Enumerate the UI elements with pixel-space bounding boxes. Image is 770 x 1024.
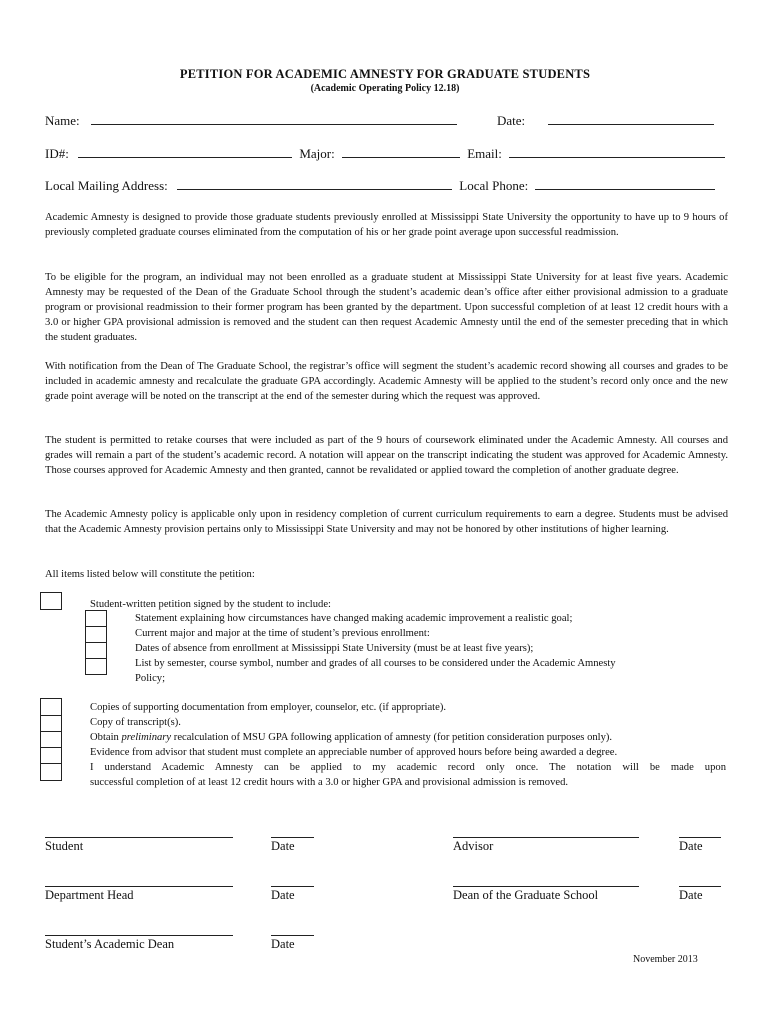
date-input-line[interactable] bbox=[548, 112, 714, 125]
date-field-row bbox=[497, 112, 714, 129]
checkbox-supporting-docs[interactable] bbox=[40, 698, 62, 716]
item-transcript: Copy of transcript(s). bbox=[90, 717, 181, 728]
address-field-row bbox=[45, 177, 715, 194]
checkbox-statement[interactable] bbox=[85, 610, 107, 627]
major-label: Major: bbox=[299, 146, 335, 161]
item-acknowledgement-line1: I understand Academic Amnesty can be applied to my academic record only once. The notation will be made upon bbox=[90, 762, 726, 773]
checkbox-gpa-recalc[interactable] bbox=[40, 731, 62, 748]
items-intro: All items listed below will constitute the petition: bbox=[45, 569, 255, 580]
checkbox-dates-absence[interactable] bbox=[85, 642, 107, 659]
sub-item-major: Current major and major at the time of student’s previous enrollment: bbox=[135, 628, 430, 639]
department-head-date-label: Date bbox=[271, 888, 295, 902]
item-gpa-recalc-start: Obtain bbox=[90, 732, 119, 743]
major-input-line[interactable] bbox=[342, 145, 460, 158]
graduate-dean-signature-line[interactable] bbox=[453, 886, 639, 887]
paragraph-policy: The Academic Amnesty policy is applicable only upon in residency completion of current curriculum requirements to earn a degree. Students must be advised that the Academic Amnesty provision pertains only to Mississippi State University and may not be honored by other institutions of higher learning. bbox=[45, 509, 728, 535]
page-subtitle: (Academic Operating Policy 12.18) bbox=[310, 83, 460, 94]
checkbox-course-list[interactable] bbox=[85, 658, 107, 675]
graduate-dean-label: Dean of the Graduate School bbox=[453, 888, 599, 902]
student-date-label: Date bbox=[271, 839, 295, 853]
checkbox-acknowledgement[interactable] bbox=[40, 763, 62, 781]
email-label: Email: bbox=[467, 146, 502, 161]
checkbox-transcript[interactable] bbox=[40, 715, 62, 732]
checkbox-major[interactable] bbox=[85, 626, 107, 643]
advisor-date-line[interactable] bbox=[679, 837, 721, 838]
department-head-signature-line[interactable] bbox=[45, 886, 233, 887]
revision-date: November 2013 bbox=[633, 954, 698, 965]
item-gpa-recalc bbox=[90, 730, 612, 745]
checkbox-student-petition[interactable] bbox=[40, 592, 62, 610]
page-title: PETITION FOR ACADEMIC AMNESTY FOR GRADUATE STUDENTS bbox=[179, 67, 591, 81]
date-label: Date: bbox=[497, 113, 526, 128]
id-label: ID#: bbox=[45, 146, 69, 161]
sub-item-statement: Statement explaining how circumstances have changed making academic improvement a realistic goal; bbox=[135, 613, 573, 624]
student-date-line[interactable] bbox=[271, 837, 314, 838]
graduate-dean-date-line[interactable] bbox=[679, 886, 721, 887]
phone-input-line[interactable] bbox=[535, 177, 715, 190]
id-field-row bbox=[45, 145, 725, 162]
name-input-line[interactable] bbox=[91, 112, 457, 125]
sub-item-courses: List by semester, course symbol, number and grades of all courses to be considered under the Academic Amnesty bbox=[135, 658, 616, 669]
name-label: Name: bbox=[45, 113, 80, 128]
name-field-row bbox=[45, 112, 457, 129]
email-input-line[interactable] bbox=[509, 145, 725, 158]
academic-dean-date-label: Date bbox=[271, 937, 295, 951]
paragraph-notification: With notification from the Dean of The Graduate School, the registrar’s office will segment the student’s academic record showing all courses and grades to be included in academic amnesty and recalculate the graduate GPA accordingly. Academic Amnesty will be applied to the student’s record only once and the new grade point average will be noted on the transcript at the end of the semester during which the request was approved. bbox=[45, 361, 728, 402]
academic-dean-date-line[interactable] bbox=[271, 935, 314, 936]
address-label: Local Mailing Address: bbox=[45, 178, 168, 193]
student-signature-line[interactable] bbox=[45, 837, 233, 838]
paragraph-retake: The student is permitted to retake courses that were included as part of the 9 hours of coursework eliminated under the Academic Amnesty. All courses and grades will remain a part of the student’s academic record. A notation will appear on the transcript indicating the student was approved for Academic Amnesty. Those courses approved for Academic Amnesty and then granted, cannot be revalidated or applied toward the completion of another graduate degree. bbox=[45, 435, 728, 476]
paragraph-eligibility: To be eligible for the program, an individual may not been enrolled as a graduate student at Mississippi State University for at least five years. Academic Amnesty may be requested of the Dean of the Graduate School through the student’s academic dean’s office after either provisional admission to a graduate program or provisional readmission to their former program has been granted by the department. Upon successful completion of at least 12 credit hours with a 3.0 or higher GPA provisional admission is removed and the student can then request Academic Amnesty until the end of the semester preceding that in which the student graduates. bbox=[45, 272, 728, 343]
item-supporting-docs: Copies of supporting documentation from employer, counselor, etc. (if appropriate). bbox=[90, 702, 447, 713]
sub-item-policy: Policy; bbox=[135, 673, 166, 684]
item-gpa-recalc-emphasis: preliminary bbox=[121, 732, 172, 743]
checkbox-advisor-evidence[interactable] bbox=[40, 747, 62, 764]
sub-item-dates: Dates of absence from enrollment at Mississippi State University (must be at least five years); bbox=[135, 643, 534, 654]
phone-label: Local Phone: bbox=[459, 178, 529, 193]
department-head-label: Department Head bbox=[45, 888, 134, 902]
paragraph-intro: Academic Amnesty is designed to provide those graduate students previously enrolled at Mississippi State University the opportunity to have up to 9 hours of previously completed graduate courses eliminated from the computation of his or her grade point average upon successful readmission. bbox=[45, 212, 728, 238]
academic-dean-signature-line[interactable] bbox=[45, 935, 233, 936]
address-input-line[interactable] bbox=[177, 177, 452, 190]
advisor-signature-label: Advisor bbox=[453, 839, 494, 853]
id-input-line[interactable] bbox=[78, 145, 292, 158]
advisor-signature-line[interactable] bbox=[453, 837, 639, 838]
student-signature-label: Student bbox=[45, 839, 84, 853]
graduate-dean-date-label: Date bbox=[679, 888, 703, 902]
department-head-date-line[interactable] bbox=[271, 886, 314, 887]
item-gpa-recalc-end: recalculation of MSU GPA following application of amnesty (for petition consideration purposes only). bbox=[173, 732, 613, 743]
item-advisor-evidence: Evidence from advisor that student must complete an appreciable number of approved hours before being awarded a degree. bbox=[90, 747, 618, 758]
academic-dean-label: Student’s Academic Dean bbox=[45, 937, 175, 951]
item-acknowledgement-line2: successful completion of at least 12 credit hours with a 3.0 or higher GPA and provisional admission is removed. bbox=[90, 777, 569, 788]
checklist-main-item: Student-written petition signed by the student to include: bbox=[90, 599, 331, 610]
advisor-date-label: Date bbox=[679, 839, 703, 853]
